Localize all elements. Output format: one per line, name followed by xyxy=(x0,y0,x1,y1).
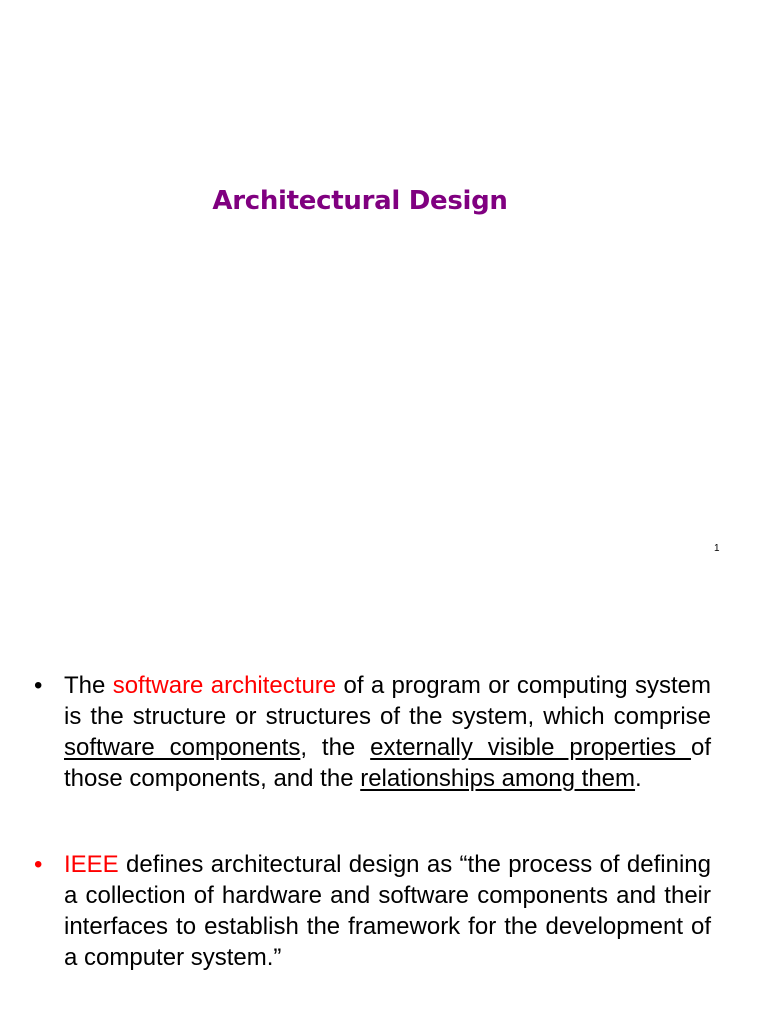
bullet-text: The xyxy=(64,672,113,699)
highlight-ieee: IEEE xyxy=(64,851,119,878)
underlined-relationships-among-them: relationships among them xyxy=(360,765,636,792)
bullet-ieee-definition xyxy=(34,849,711,973)
bullet-text: of a program or computing system is the structure or structures of the system, which comprise xyxy=(64,672,711,730)
slide-title: Architectural Design xyxy=(212,186,508,216)
bullet-text: . xyxy=(635,765,642,792)
underlined-software-components: software components xyxy=(64,734,301,761)
bullet-marker: • xyxy=(34,851,43,878)
bullet-text: , the xyxy=(300,734,371,761)
page-number: 1 xyxy=(714,543,720,554)
underlined-externally-visible-properties: externally visible properties xyxy=(370,734,691,761)
bullet-software-architecture xyxy=(34,670,711,794)
highlight-software-architecture: software architecture xyxy=(112,672,337,699)
slide-2-bullet-list xyxy=(34,670,711,973)
bullet-marker: • xyxy=(34,672,43,699)
bullet-text: defines architectural design as “the process of defining a collection of hardware and software components and their interfaces to establish the framework for the development of a computer system.” xyxy=(64,851,711,971)
bullet-text: of those components, and the xyxy=(64,734,711,792)
